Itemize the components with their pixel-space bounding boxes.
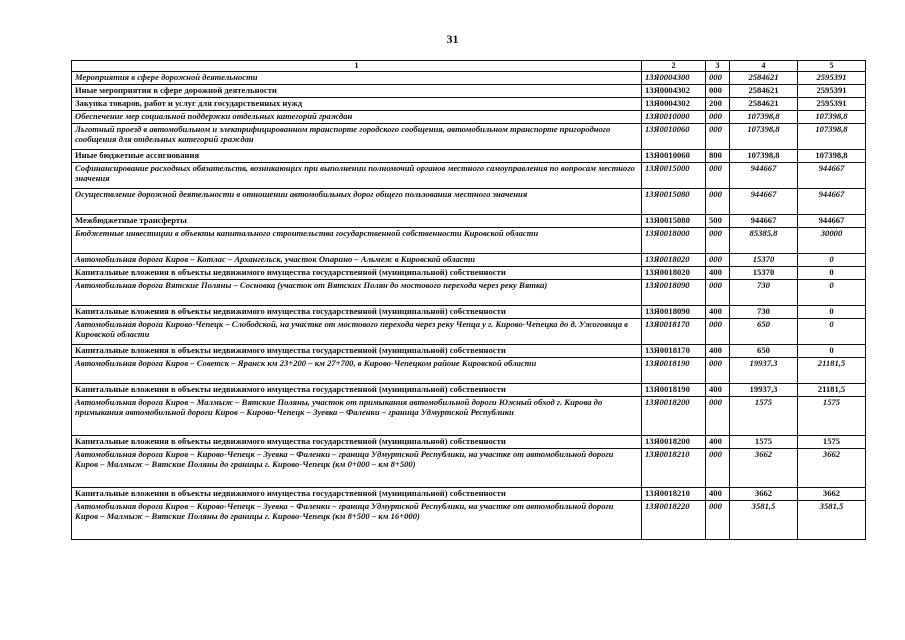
row-value-col4: 944667 bbox=[730, 163, 798, 189]
row-value-col5: 0 bbox=[798, 254, 866, 267]
row-value-col4: 15370 bbox=[730, 254, 798, 267]
row-code: 13Я0018220 bbox=[642, 501, 706, 540]
header-row bbox=[72, 61, 866, 72]
row-value-col4: 730 bbox=[730, 280, 798, 306]
table-row bbox=[72, 267, 866, 280]
row-value-col4: 730 bbox=[730, 306, 798, 319]
table-row bbox=[72, 501, 866, 540]
row-name: Бюджетные инвестиции в объекты капитального строительства государственной собственности Кировской области bbox=[72, 228, 642, 254]
row-code: 13Я0010000 bbox=[642, 111, 706, 124]
row-code: 13Я0018210 bbox=[642, 449, 706, 488]
table-row bbox=[72, 254, 866, 267]
row-name: Капитальные вложения в объекты недвижимого имущества государственной (муниципальной) собственности bbox=[72, 306, 642, 319]
row-code: 13Я0018200 bbox=[642, 436, 706, 449]
table-row bbox=[72, 384, 866, 397]
header-col-3: 3 bbox=[706, 61, 730, 72]
row-code: 13Я0018090 bbox=[642, 280, 706, 306]
row-type-code: 000 bbox=[706, 254, 730, 267]
table-row bbox=[72, 85, 866, 98]
row-code: 13Я0015080 bbox=[642, 189, 706, 215]
row-type-code: 500 bbox=[706, 215, 730, 228]
row-name: Софинансирование расходных обязательств, возникающих при выполнении полномочий органов местного самоуправления по вопросам местного значения bbox=[72, 163, 642, 189]
table-row bbox=[72, 449, 866, 488]
row-type-code: 000 bbox=[706, 501, 730, 540]
row-type-code: 000 bbox=[706, 358, 730, 384]
row-value-col5: 107398,8 bbox=[798, 124, 866, 150]
row-code: 13Я0018200 bbox=[642, 397, 706, 436]
row-name: Мероприятия в сфере дорожной деятельности bbox=[72, 72, 642, 85]
table-tail bbox=[71, 588, 72, 592]
row-value-col5: 3662 bbox=[798, 449, 866, 488]
table-row bbox=[72, 228, 866, 254]
row-code: 13Я0018090 bbox=[642, 306, 706, 319]
row-name: Автомобильная дорога Киров – Малмыж – Вятские Поляны, участок от примыкания автомобильной дороги Южный обход г. Кирова до примыкания автомобильной дороги Киров – Кирово-Чепецк – Зуевка – Фаленки – граница Удмуртской Республики bbox=[72, 397, 642, 436]
row-type-code: 000 bbox=[706, 397, 730, 436]
row-value-col4: 2584621 bbox=[730, 85, 798, 98]
row-type-code: 000 bbox=[706, 124, 730, 150]
row-name: Автомобильная дорога Вятские Поляны – Сосновка (участок от Вятских Полян до мостового перехода через реку Вятка) bbox=[72, 280, 642, 306]
row-type-code: 400 bbox=[706, 488, 730, 501]
row-value-col4: 3662 bbox=[730, 449, 798, 488]
row-type-code: 400 bbox=[706, 345, 730, 358]
row-name: Иные мероприятия в сфере дорожной деятельности bbox=[72, 85, 642, 98]
row-code: 13Я0018020 bbox=[642, 267, 706, 280]
row-type-code: 400 bbox=[706, 436, 730, 449]
budget-table-body bbox=[72, 61, 866, 540]
row-value-col5: 30000 bbox=[798, 228, 866, 254]
row-value-col4: 19937,3 bbox=[730, 358, 798, 384]
row-value-col5: 2595391 bbox=[798, 85, 866, 98]
row-name: Автомобильная дорога Кирово-Чепецк – Слободской, на участке от мостового перехода через реку Чепца у г. Кирово-Чепецка до д. Ужоговица в Кировской области bbox=[72, 319, 642, 345]
row-value-col4: 19937,3 bbox=[730, 384, 798, 397]
table-row bbox=[72, 98, 866, 111]
row-code: 13Я0018170 bbox=[642, 319, 706, 345]
row-name: Обеспечение мер социальной поддержки отдельных категорий граждан bbox=[72, 111, 642, 124]
row-name: Капитальные вложения в объекты недвижимого имущества государственной (муниципальной) собственности bbox=[72, 267, 642, 280]
row-value-col4: 3581,5 bbox=[730, 501, 798, 540]
row-value-col4: 15370 bbox=[730, 267, 798, 280]
header-col-4: 4 bbox=[730, 61, 798, 72]
row-value-col5: 2595391 bbox=[798, 98, 866, 111]
row-type-code: 000 bbox=[706, 189, 730, 215]
header-col-2: 2 bbox=[642, 61, 706, 72]
row-code: 13Я0018190 bbox=[642, 358, 706, 384]
page-number: 31 bbox=[446, 32, 459, 46]
row-code: 13Я0018020 bbox=[642, 254, 706, 267]
row-type-code: 000 bbox=[706, 111, 730, 124]
header-col-1: 1 bbox=[72, 61, 642, 72]
row-value-col5: 944667 bbox=[798, 215, 866, 228]
row-value-col4: 107398,8 bbox=[730, 124, 798, 150]
table-row bbox=[72, 397, 866, 436]
row-type-code: 400 bbox=[706, 384, 730, 397]
row-name: Закупка товаров, работ и услуг для государственных нужд bbox=[72, 98, 642, 111]
table-row bbox=[72, 215, 866, 228]
table-row bbox=[72, 280, 866, 306]
row-type-code: 000 bbox=[706, 85, 730, 98]
row-value-col4: 944667 bbox=[730, 189, 798, 215]
row-value-col5: 107398,8 bbox=[798, 150, 866, 163]
table-row bbox=[72, 488, 866, 501]
table-row bbox=[72, 189, 866, 215]
row-value-col4: 85385,8 bbox=[730, 228, 798, 254]
row-value-col5: 21181,5 bbox=[798, 358, 866, 384]
table-row bbox=[72, 150, 866, 163]
row-value-col4: 650 bbox=[730, 319, 798, 345]
row-type-code: 800 bbox=[706, 150, 730, 163]
row-name: Капитальные вложения в объекты недвижимого имущества государственной (муниципальной) собственности bbox=[72, 345, 642, 358]
row-code: 13Я0018170 bbox=[642, 345, 706, 358]
row-value-col5: 2595391 bbox=[798, 72, 866, 85]
row-value-col5: 1575 bbox=[798, 397, 866, 436]
row-type-code: 000 bbox=[706, 280, 730, 306]
table-row bbox=[72, 358, 866, 384]
table-row bbox=[72, 124, 866, 150]
row-code: 13Я0015000 bbox=[642, 163, 706, 189]
row-value-col5: 0 bbox=[798, 267, 866, 280]
row-value-col5: 944667 bbox=[798, 163, 866, 189]
row-value-col4: 650 bbox=[730, 345, 798, 358]
row-value-col4: 3662 bbox=[730, 488, 798, 501]
table-row bbox=[72, 72, 866, 85]
row-value-col4: 107398,8 bbox=[730, 150, 798, 163]
table-row bbox=[72, 436, 866, 449]
row-type-code: 200 bbox=[706, 98, 730, 111]
row-code: 13Я0004302 bbox=[642, 98, 706, 111]
row-code: 13Я0010060 bbox=[642, 150, 706, 163]
row-value-col5: 3662 bbox=[798, 488, 866, 501]
row-name: Автомобильная дорога Киров – Котлас – Архангельск, участок Опарино – Альмеж в Кировской области bbox=[72, 254, 642, 267]
row-code: 13Я0018190 bbox=[642, 384, 706, 397]
row-value-col5: 0 bbox=[798, 319, 866, 345]
table-row bbox=[72, 306, 866, 319]
row-name: Капитальные вложения в объекты недвижимого имущества государственной (муниципальной) собственности bbox=[72, 384, 642, 397]
row-name: Капитальные вложения в объекты недвижимого имущества государственной (муниципальной) собственности bbox=[72, 488, 642, 501]
row-value-col4: 2584621 bbox=[730, 72, 798, 85]
table-row bbox=[72, 163, 866, 189]
row-code: 13Я0018210 bbox=[642, 488, 706, 501]
row-value-col5: 0 bbox=[798, 345, 866, 358]
row-type-code: 000 bbox=[706, 72, 730, 85]
row-value-col4: 2584621 bbox=[730, 98, 798, 111]
row-type-code: 000 bbox=[706, 163, 730, 189]
row-value-col5: 1575 bbox=[798, 436, 866, 449]
row-value-col5: 107398,8 bbox=[798, 111, 866, 124]
row-value-col4: 944667 bbox=[730, 215, 798, 228]
row-code: 13Я0010060 bbox=[642, 124, 706, 150]
row-name: Осуществление дорожной деятельности в отношении автомобильных дорог общего пользования местного значения bbox=[72, 189, 642, 215]
budget-table bbox=[71, 60, 866, 540]
row-type-code: 000 bbox=[706, 319, 730, 345]
row-code: 13Я0004300 bbox=[642, 72, 706, 85]
row-name: Льготный проезд в автомобильном и электрифицированном транспорте городского сообщения, автомобильном транспорте пригородного сообщения для отдельных категорий граждан bbox=[72, 124, 642, 150]
row-code: 13Я0018000 bbox=[642, 228, 706, 254]
row-name: Межбюджетные трансферты bbox=[72, 215, 642, 228]
row-type-code: 000 bbox=[706, 449, 730, 488]
row-value-col5: 0 bbox=[798, 280, 866, 306]
row-value-col4: 107398,8 bbox=[730, 111, 798, 124]
row-type-code: 000 bbox=[706, 228, 730, 254]
row-type-code: 400 bbox=[706, 306, 730, 319]
header-col-5: 5 bbox=[798, 61, 866, 72]
row-value-col5: 3581,5 bbox=[798, 501, 866, 540]
row-code: 13Я0004302 bbox=[642, 85, 706, 98]
table-row bbox=[72, 319, 866, 345]
row-value-col5: 944667 bbox=[798, 189, 866, 215]
table-row bbox=[72, 345, 866, 358]
row-name: Автомобильная дорога Киров – Кирово-Чепецк – Зуевка – Фаленки – граница Удмуртской Республики, на участке от автомобильной дороги Киров – Малмыж – Вятские Поляны до границы г. Кирово-Чепецк (км 0+000 – км 8+500) bbox=[72, 449, 642, 488]
row-name: Автомобильная дорога Киров – Советск – Яранск км 23+200 – км 27+700, в Кирово-Чепецком районе Кировской области bbox=[72, 358, 642, 384]
row-value-col5: 0 bbox=[798, 306, 866, 319]
row-value-col5: 21181,5 bbox=[798, 384, 866, 397]
row-value-col4: 1575 bbox=[730, 397, 798, 436]
row-name: Иные бюджетные ассигнования bbox=[72, 150, 642, 163]
row-code: 13Я0015080 bbox=[642, 215, 706, 228]
row-name: Капитальные вложения в объекты недвижимого имущества государственной (муниципальной) собственности bbox=[72, 436, 642, 449]
row-name: Автомобильная дорога Киров – Кирово-Чепецк – Зуевка – Фаленки – граница Удмуртской Республики, на участке от автомобильной дороги Киров – Малмыж – Вятские Поляны до границы г. Кирово-Чепецк (км 8+500 – км 16+000) bbox=[72, 501, 642, 540]
row-type-code: 400 bbox=[706, 267, 730, 280]
row-value-col4: 1575 bbox=[730, 436, 798, 449]
table-row bbox=[72, 111, 866, 124]
